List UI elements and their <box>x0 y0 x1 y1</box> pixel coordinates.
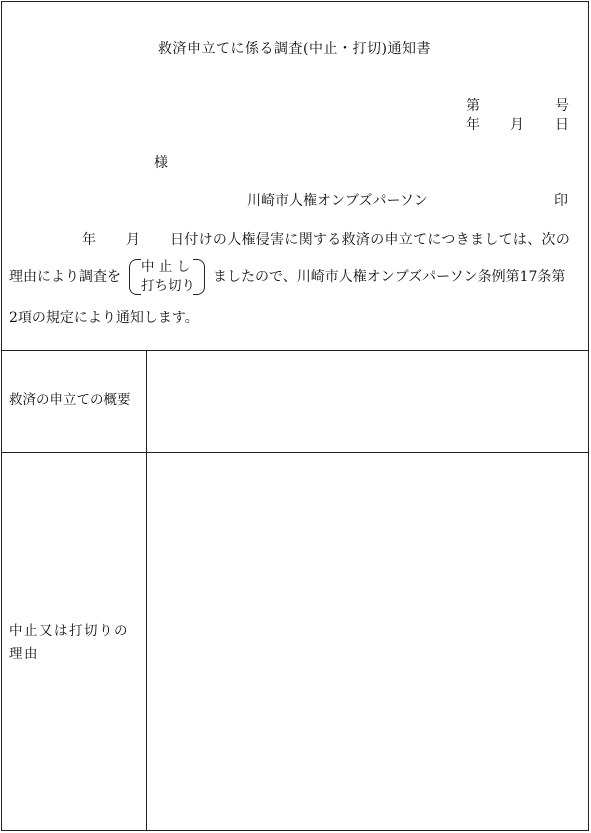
bracket-left <box>129 259 141 295</box>
date-day: 日 <box>555 117 569 133</box>
addressee-suffix: 様 <box>154 155 168 171</box>
number-suffix: 号 <box>555 98 569 114</box>
sender-name: 川崎市人権オンブズパーソン <box>247 193 428 209</box>
body-month: 月 <box>126 232 140 248</box>
date-month: 月 <box>510 117 524 133</box>
body-line3: 2項の規定により通知します。 <box>9 310 199 326</box>
document-title: 救済申立てに係る調査(中止・打切)通知書 <box>158 41 431 57</box>
body-line1: 日付けの人権侵害に関する救済の申立てにつきましては、次の <box>170 232 571 248</box>
body-line2-suffix: ましたので、川崎市人権オンブズパーソン条例第17条第 <box>213 269 566 285</box>
date-year: 年 <box>466 117 480 133</box>
table-column-divider <box>146 350 147 831</box>
seal-mark: 印 <box>554 193 568 209</box>
table-row-divider <box>1 452 589 453</box>
body-year: 年 <box>82 232 96 248</box>
summary-label: 救済の申立ての概要 <box>9 392 131 408</box>
document-frame <box>1 1 589 831</box>
choice-terminate: 打ち切り <box>141 278 195 294</box>
table-top-border <box>1 350 589 351</box>
body-line2-prefix: 理由により調査を <box>9 269 121 285</box>
bracket-right <box>193 259 205 295</box>
reason-label-line2: 理由 <box>9 646 39 662</box>
number-prefix: 第 <box>466 98 480 114</box>
reason-label-line1: 中止又は打切りの <box>9 623 129 639</box>
choice-stop: 中 止 し <box>141 259 191 275</box>
